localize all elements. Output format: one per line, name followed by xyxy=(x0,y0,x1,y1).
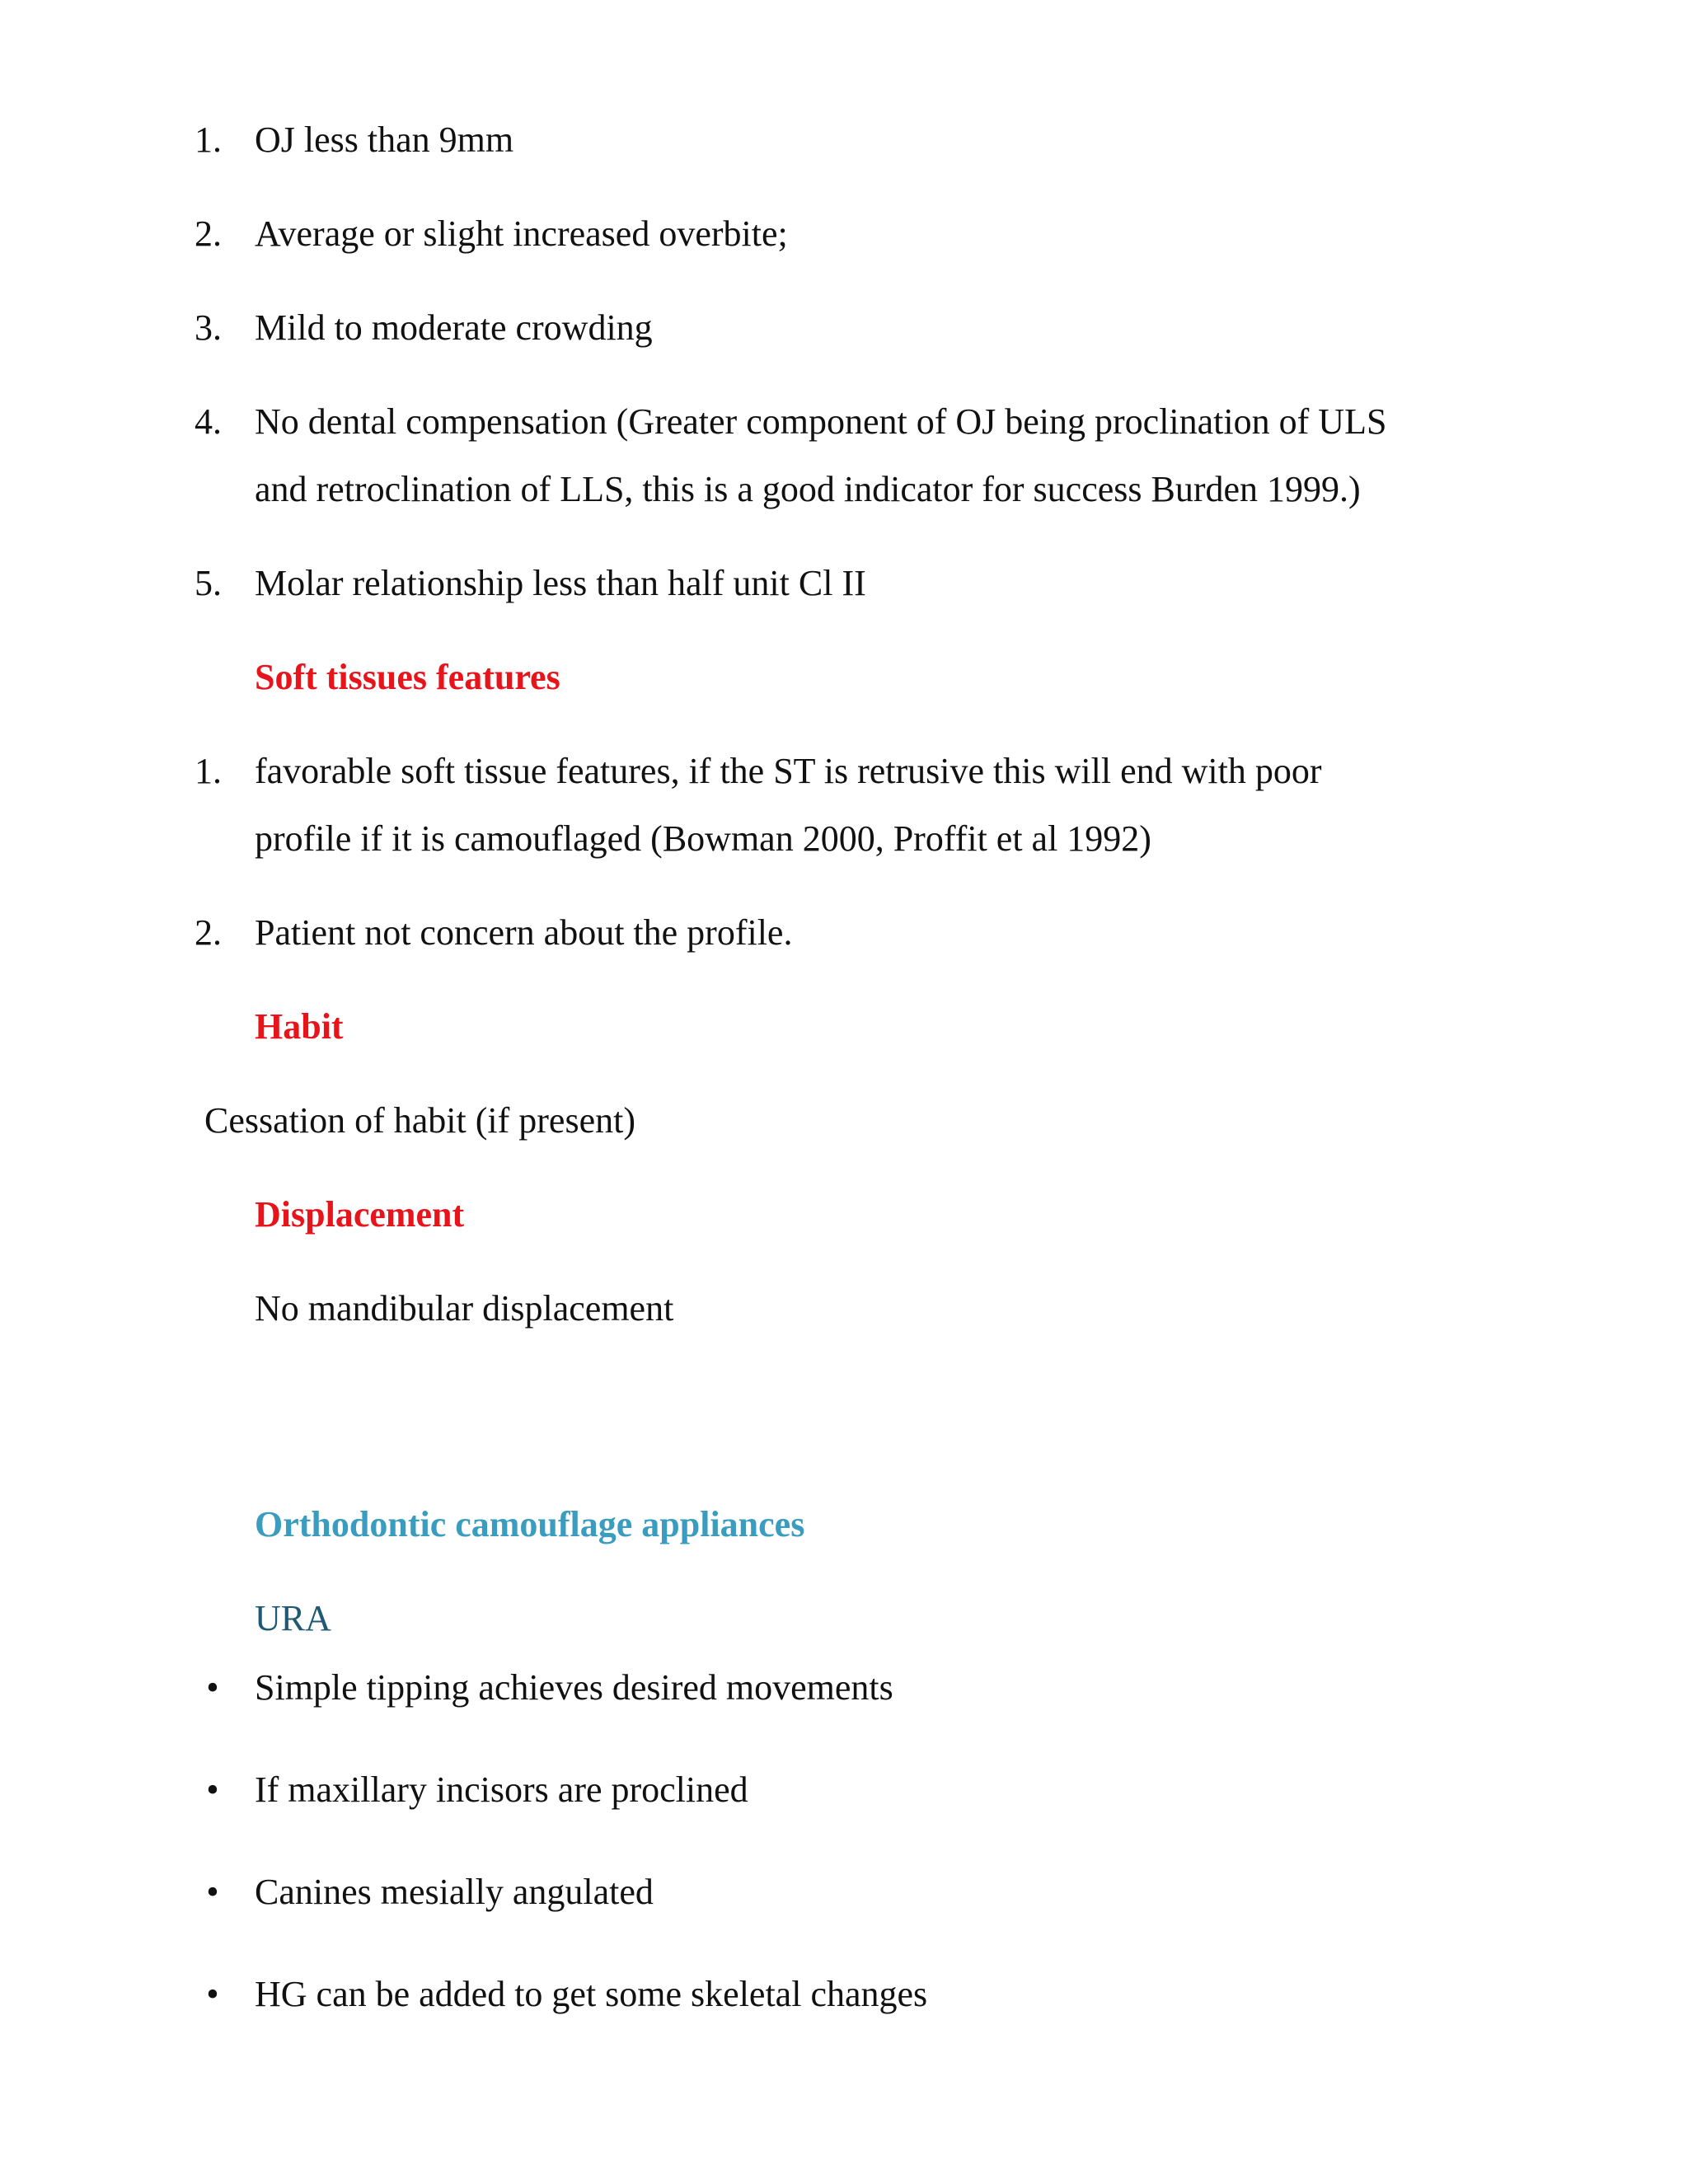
habit-heading: Habit xyxy=(255,1006,344,1047)
appliances-heading: Orthodontic camouflage appliances xyxy=(255,1504,805,1544)
ura-subheading: URA xyxy=(255,1598,331,1638)
list-item-text: Mild to moderate crowding xyxy=(255,307,653,348)
list-item-text: Molar relationship less than half unit Cl II xyxy=(255,563,866,603)
bullet-item-text: Canines mesially angulated xyxy=(255,1872,654,1912)
list-item-text: OJ less than 9mm xyxy=(255,120,514,160)
displacement-heading: Displacement xyxy=(255,1194,465,1235)
bullet-item-text: HG can be added to get some skeletal changes xyxy=(255,1974,928,2014)
list-item-number: 4. xyxy=(195,401,222,442)
displacement-text: No mandibular displacement xyxy=(255,1288,674,1329)
list-item-text-continued: profile if it is camouflaged (Bowman 2000, Proffit et al 1992) xyxy=(255,818,1151,859)
bullet-icon: • xyxy=(206,1974,219,2014)
list-item-number: 2. xyxy=(195,912,222,953)
list-item-number: 1. xyxy=(195,120,222,160)
list-item-text-continued: and retroclination of LLS, this is a good indicator for success Burden 1999.) xyxy=(255,469,1361,509)
list-item-number: 2. xyxy=(195,213,222,254)
list-item-text: Patient not concern about the profile. xyxy=(255,912,793,953)
bullet-item-text: Simple tipping achieves desired movements xyxy=(255,1667,893,1708)
list-item-number: 3. xyxy=(195,307,222,348)
bullet-icon: • xyxy=(206,1769,219,1810)
list-item-text: favorable soft tissue features, if the ST is retrusive this will end with poor xyxy=(255,751,1322,791)
list-item-number: 5. xyxy=(195,563,222,603)
soft-tissues-heading: Soft tissues features xyxy=(255,657,560,697)
list-item-text: Average or slight increased overbite; xyxy=(255,213,788,254)
habit-text: Cessation of habit (if present) xyxy=(204,1100,635,1141)
bullet-item-text: If maxillary incisors are proclined xyxy=(255,1769,748,1810)
list-item-text: No dental compensation (Greater component of OJ being proclination of ULS xyxy=(255,401,1387,442)
list-item-number: 1. xyxy=(195,751,222,791)
bullet-icon: • xyxy=(206,1667,219,1708)
bullet-icon: • xyxy=(206,1872,219,1912)
